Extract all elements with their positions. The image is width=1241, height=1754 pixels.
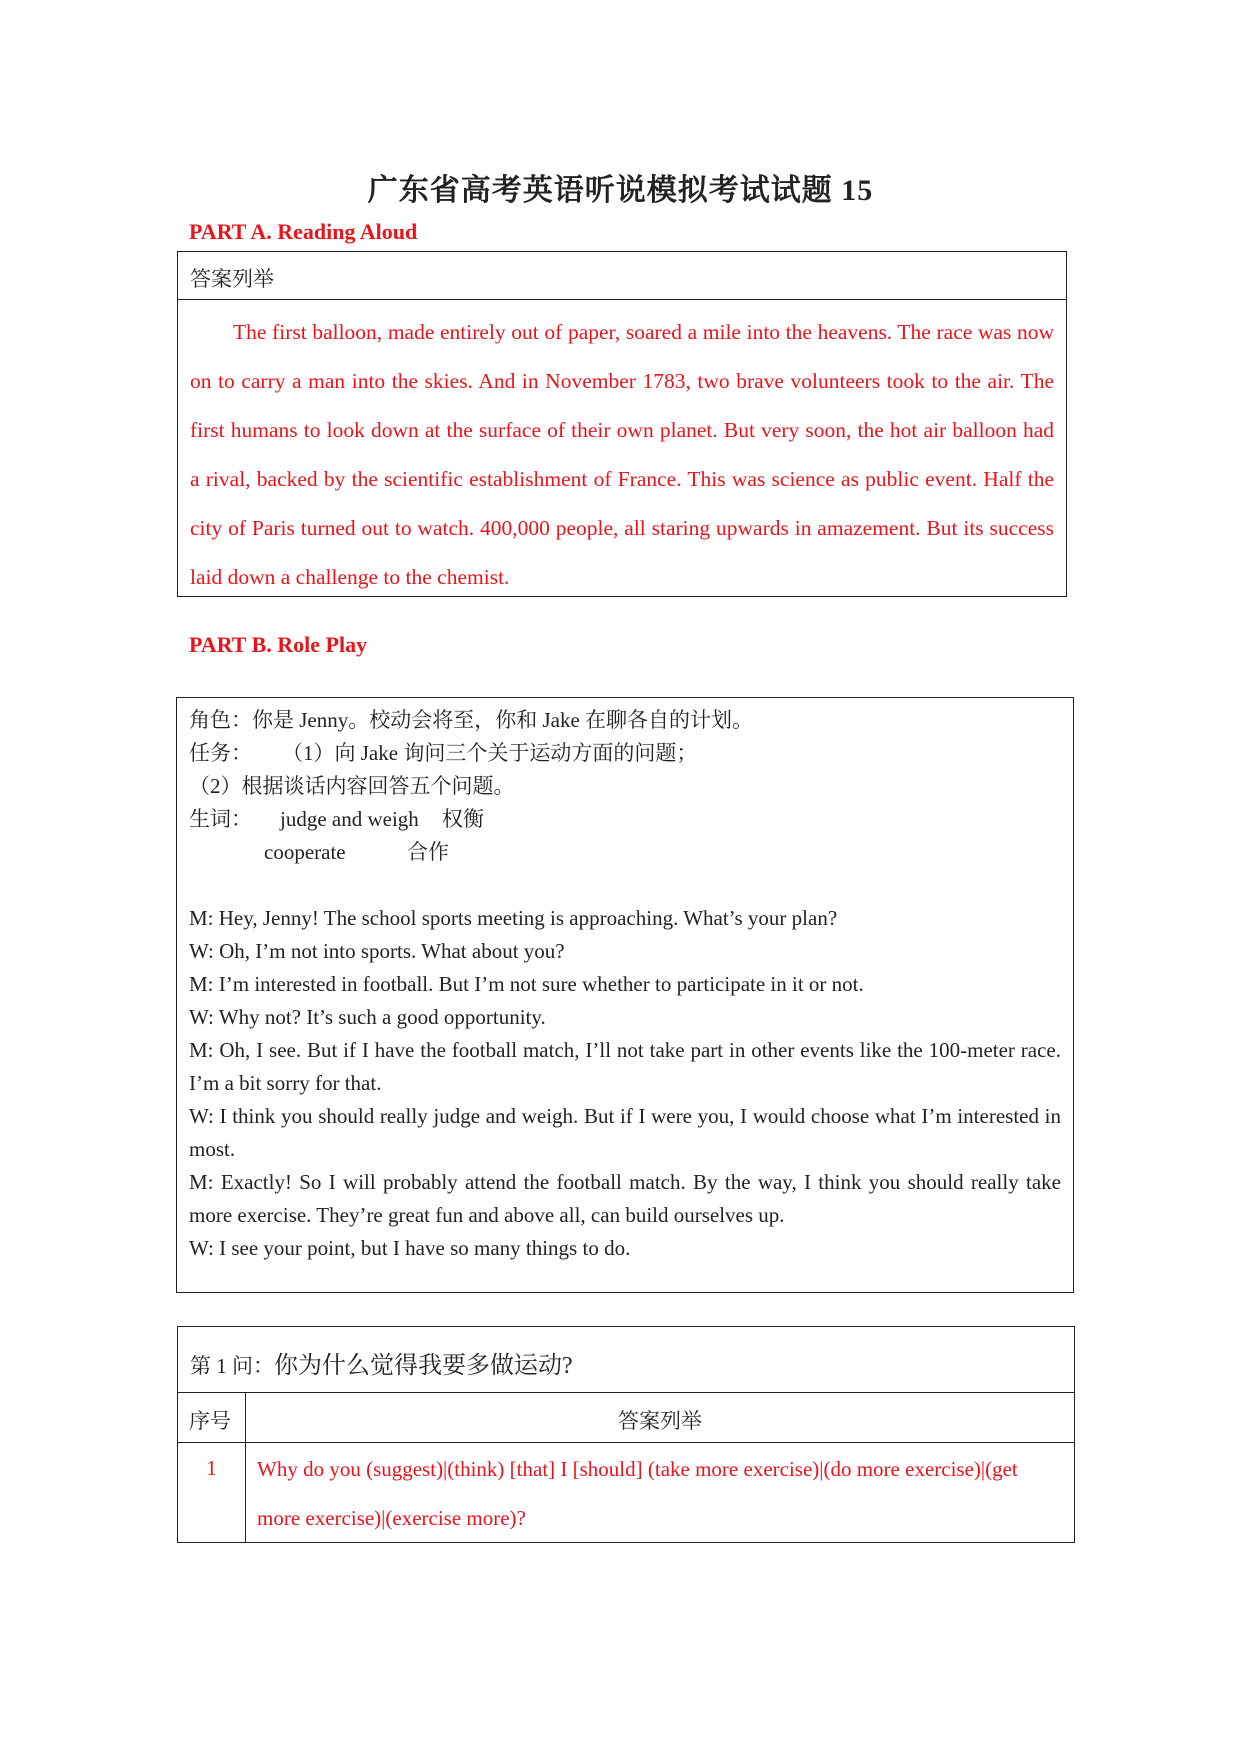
- task-2: （2）根据谈话内容回答五个问题。: [189, 774, 515, 798]
- part-a-heading: PART A. Reading Aloud: [189, 219, 418, 244]
- dialogue-line: M: I’m interested in football. But I’m not sure whether to participate in it or not.: [189, 972, 864, 996]
- answer-label: 答案列举: [178, 252, 1066, 300]
- vocab-meaning: 合作: [407, 840, 449, 864]
- dialogue-line: W: Oh, I’m not into sports. What about you?: [189, 939, 565, 963]
- vocab-meaning: 权衡: [442, 807, 484, 831]
- dialogue-line: M: Exactly! So I will probably attend the football match. By the way, I think you should really take more exercise. They’re great fun and above all, can build ourselves up.: [189, 1170, 1061, 1227]
- row-number: 1: [178, 1443, 246, 1542]
- question-row: [178, 1327, 1074, 1393]
- question-label: 第 1 问：: [190, 1354, 274, 1378]
- dialogue-line: M: Oh, I see. But if I have the football match, I’ll not take part in other events like the 100-meter race. I’m a bit sorry for that.: [189, 1038, 1061, 1095]
- vocab-term: cooperate: [264, 840, 346, 864]
- row-answer: Why do you (suggest)|(think) [that] I [should] (take more exercise)|(do more exercise)|(get more exercise)|(exercise more)?: [257, 1457, 1018, 1530]
- role-play-box: [176, 697, 1074, 1293]
- dialogue-line: W: Why not? It’s such a good opportunity.: [189, 1005, 546, 1029]
- vocab-line-2: [189, 836, 1061, 869]
- task-line-1: [189, 737, 1061, 770]
- role-description: 角色：你是 Jenny。校动会将至，你和 Jake 在聊各自的计划。: [189, 708, 754, 732]
- dialogue-line: M: Hey, Jenny! The school sports meeting is approaching. What’s your plan?: [189, 906, 838, 930]
- vocab-line-1: [189, 803, 1061, 836]
- vocab-term: judge and weigh: [280, 807, 419, 831]
- question-table: [177, 1326, 1075, 1543]
- table-header-row: [178, 1393, 1074, 1443]
- column-header-answer: 答案列举: [618, 1409, 702, 1433]
- task-label: 任务：: [189, 741, 252, 765]
- reading-passage: The first balloon, made entirely out of paper, soared a mile into the heavens. The race was now on to carry a man into the skies. And in November 1783, two brave volunteers took to the air. The first humans to look down at the surface of their own planet. But very soon, the hot air balloon had a rival, backed by the scientific establishment of France. This was science as public event. Half the city of Paris turned out to watch. 400,000 people, all staring upwards in amazement. But its success laid down a challenge to the chemist.: [190, 320, 1054, 589]
- vocab-label: 生词：: [189, 807, 252, 831]
- reading-aloud-box: [177, 251, 1067, 597]
- dialogue-line: W: I think you should really judge and weigh. But if I were you, I would choose what I’m interested in most.: [189, 1104, 1061, 1161]
- dialogue-line: W: I see your point, but I have so many things to do.: [189, 1236, 631, 1260]
- table-row: [178, 1443, 1074, 1542]
- column-header-number: 序号: [178, 1393, 246, 1442]
- question-text: 你为什么觉得我要多做运动?: [274, 1353, 573, 1379]
- part-b-heading: PART B. Role Play: [189, 632, 368, 657]
- task-1: （1）向 Jake 询问三个关于运动方面的问题；: [282, 741, 698, 765]
- page-title: 广东省高考英语听说模拟考试试题 15: [367, 174, 874, 207]
